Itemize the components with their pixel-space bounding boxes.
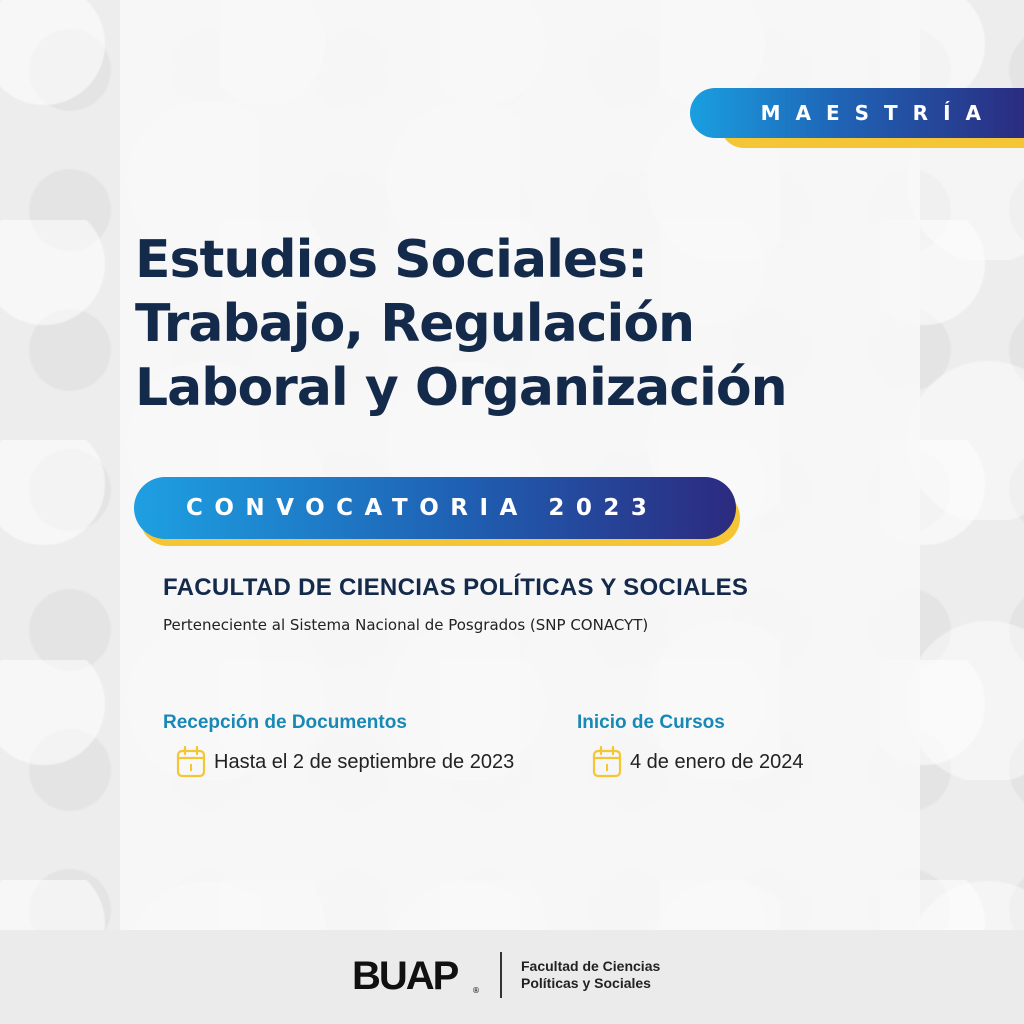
reception-label: Recepción de Documentos: [163, 712, 407, 733]
convocatoria-banner: [134, 477, 736, 539]
reception-date: Hasta el 2 de septiembre de 2023: [214, 750, 515, 773]
reception-date-row: [176, 746, 514, 778]
courses-date-row: [592, 746, 804, 778]
program-badge: [690, 88, 1024, 138]
footer-bar: [0, 930, 1024, 1024]
program-title: [135, 228, 895, 420]
faculty-name: FACULTAD DE CIENCIAS POLÍTICAS Y SOCIALES: [163, 574, 749, 601]
buap-logo: BUAP: [352, 954, 458, 998]
program-title-line-3: Laboral y Organización: [135, 358, 787, 418]
footer-faculty-line-2: Políticas y Sociales: [521, 975, 651, 991]
program-badge-label: MAESTRÍA: [760, 101, 996, 125]
courses-label: Inicio de Cursos: [577, 712, 725, 733]
program-title-line-2: Trabajo, Regulación: [135, 294, 695, 354]
faculty-subtitle: Perteneciente al Sistema Nacional de Posgrados (SNP CONACYT): [163, 616, 649, 634]
calendar-icon: [176, 746, 206, 778]
convocatoria-label: CONVOCATORIA 2023: [186, 495, 659, 521]
footer-divider: [500, 952, 502, 998]
courses-date: 4 de enero de 2024: [630, 750, 804, 773]
calendar-icon: [592, 746, 622, 778]
footer-faculty-line-1: Facultad de Ciencias: [521, 958, 661, 974]
registered-mark: ®: [472, 986, 480, 995]
program-title-line-1: Estudios Sociales:: [135, 230, 647, 290]
footer-faculty-text: [521, 958, 660, 992]
